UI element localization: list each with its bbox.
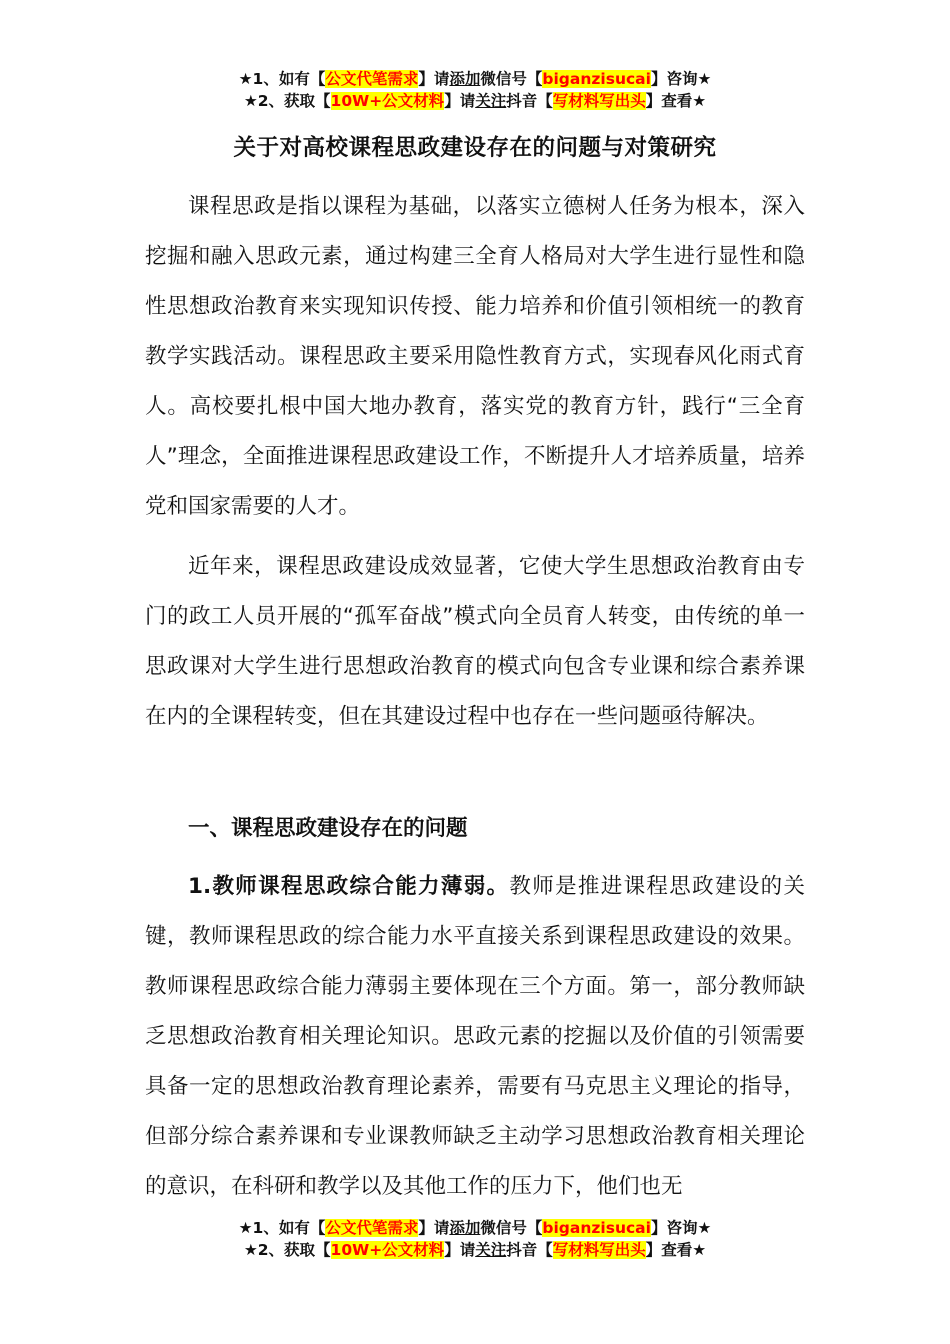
issue-lead: 1.教师课程思政综合能力薄弱。: [188, 874, 510, 899]
banner-underline: 关注: [475, 1241, 507, 1259]
banner-text: 】查看★: [645, 1241, 707, 1259]
banner-underline: 添加: [449, 70, 481, 88]
section-heading: 一、课程思政建设存在的问题: [188, 816, 468, 841]
banner-text: 抖音【: [506, 1241, 553, 1259]
banner-text: 】请: [418, 1219, 450, 1237]
wechat-id: biganzisucai: [542, 70, 651, 88]
issue-body: 教师是推进课程思政建设的关键，教师课程思政的综合能力水平直接关系到课程思政建设的效果。教师课程思政综合能力薄弱主要体现在三个方面。第一，部分教师缺乏思想政治教育相关理论知识。思政元素的挖掘以及价值的引领需要具备一定的思想政治教育理论素养，需要有马克思主义理论的指导，但部分综合素养课和专业课教师缺乏主动学习思想政治教育相关理论的意识，在科研和教学以及其他工作的压力下，他们也无: [145, 874, 805, 1199]
banner-text: ★1、如有【: [238, 1219, 326, 1237]
banner-text: ★2、获取【: [243, 92, 331, 110]
banner-text: 】请: [418, 70, 450, 88]
banner-line-2: [0, 1239, 950, 1261]
banner-text: ★1、如有【: [238, 70, 326, 88]
highlight-materials: 10W+公文材料: [330, 92, 445, 110]
banner-text: 抖音【: [506, 92, 553, 110]
banner-text: 】咨询★: [650, 70, 712, 88]
banner-line-1: [0, 68, 950, 90]
banner-text: 】请: [444, 1241, 476, 1259]
banner-text: 】咨询★: [650, 1219, 712, 1237]
highlight-materials: 10W+公文材料: [330, 1241, 445, 1259]
banner-text: 微信号【: [480, 1219, 543, 1237]
paragraph-background: 近年来，课程思政建设成效显著，它使大学生思想政治教育由专门的政工人员开展的“孤军奋战”模式向全员育人转变，由传统的单一思政课对大学生进行思想政治教育的模式向包含专业课和综合素养课在内的全课程转变，但在其建设过程中也存在一些问题亟待解决。: [145, 554, 805, 729]
banner-underline: 关注: [475, 92, 507, 110]
document-title: 关于对高校课程思政建设存在的问题与对策研究: [233, 135, 717, 161]
banner-line-1: [0, 1217, 950, 1239]
douyin-id: 写材料写出头: [552, 1241, 646, 1259]
highlight-service: 公文代笔需求: [325, 1219, 419, 1237]
banner-text: 微信号【: [480, 70, 543, 88]
douyin-id: 写材料写出头: [552, 92, 646, 110]
wechat-id: biganzisucai: [542, 1219, 651, 1237]
highlight-service: 公文代笔需求: [325, 70, 419, 88]
banner-text: 】请: [444, 92, 476, 110]
banner-line-2: [0, 90, 950, 112]
header-banner: [0, 68, 950, 112]
banner-text: ★2、获取【: [243, 1241, 331, 1259]
banner-underline: 添加: [449, 1219, 481, 1237]
paragraph-issue-1: [145, 862, 805, 1212]
banner-text: 】查看★: [645, 92, 707, 110]
footer-banner: [0, 1217, 950, 1261]
paragraph-intro: 课程思政是指以课程为基础，以落实立德树人任务为根本，深入挖掘和融入思政元素，通过构建三全育人格局对大学生进行显性和隐性思想政治教育来实现知识传授、能力培养和价值引领相统一的教育教学实践活动。课程思政主要采用隐性教育方式，实现春风化雨式育人。高校要扎根中国大地办教育，落实党的教育方针，践行“三全育人”理念，全面推进课程思政建设工作，不断提升人才培养质量，培养党和国家需要的人才。: [145, 194, 805, 519]
